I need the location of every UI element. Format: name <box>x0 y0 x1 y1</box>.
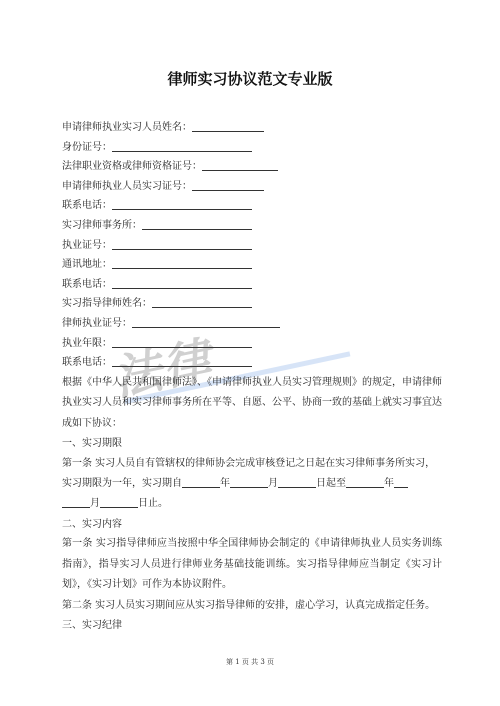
field-blank[interactable] <box>112 335 252 348</box>
field-blank[interactable] <box>192 119 264 132</box>
blank-day-start[interactable] <box>278 476 316 488</box>
label-month-end: 月 <box>90 498 100 510</box>
label-year: 年 <box>220 477 230 489</box>
section1-article-text: 第一条 实习人员自有管辖权的律师协会完成审核登记之日起在实习律师事务所实习， <box>62 457 436 469</box>
field-label: 联系电话： <box>62 357 112 369</box>
field-label: 实习律师事务所： <box>62 219 142 231</box>
field-label: 法律职业资格或律师资格证号： <box>62 161 202 173</box>
field-blank[interactable] <box>202 158 278 171</box>
label-day-from: 日起至 <box>316 477 346 489</box>
field-row <box>62 334 442 354</box>
field-label: 执业证号： <box>62 239 112 251</box>
field-blank[interactable] <box>132 315 280 328</box>
document-title: 律师实习协议范文专业版 <box>167 70 333 88</box>
field-blank[interactable] <box>142 217 252 230</box>
field-label: 申请律师执业人员实习证号： <box>62 180 192 192</box>
info-fields <box>62 118 442 373</box>
label-end: 日止。 <box>138 498 168 510</box>
field-row <box>62 255 442 275</box>
field-row <box>62 314 442 334</box>
field-row <box>62 275 442 295</box>
section1-heading: 一、实习期限 <box>62 437 122 449</box>
field-label: 执业年限： <box>62 337 112 349</box>
field-row <box>62 118 442 138</box>
blank-day-end[interactable] <box>100 496 138 508</box>
section1-article <box>62 454 442 515</box>
field-label: 身份证号： <box>62 141 112 153</box>
field-row <box>62 216 442 236</box>
intro-paragraph: 根据《中华人民共和国律师法》、《申请律师执业人员实习管理规则》的规定，申请律师执业实习人员和实习律师事务所在平等、自愿、公平、协商一致的基础上就实习事宜达成如下协议： <box>62 376 442 429</box>
blank-year-end-tail[interactable] <box>394 476 408 488</box>
section2-article2: 第二条 实习人员实习期间应从实习指导律师的安排，虚心学习，认真完成指定任务。 <box>62 599 436 611</box>
field-row <box>62 353 442 373</box>
field-label: 通讯地址： <box>62 259 112 271</box>
field-blank[interactable] <box>112 139 252 152</box>
section2-heading: 二、实习内容 <box>62 518 122 530</box>
blank-month-end[interactable] <box>62 496 90 508</box>
field-label: 律师执业证号： <box>62 317 132 329</box>
label-month: 月 <box>268 477 278 489</box>
document-body <box>62 118 442 636</box>
page-footer: 第 1 页 共 3 页 <box>225 658 275 666</box>
section2-article1: 第一条 实习指导律师应当按照中华全国律师协会制定的《申请律师执业人员实务训练指南》，指导实习人员进行律师业务基础技能训练。实习指导律师应当制定《实习计划》，《实习计划》可作为本协议附件。 <box>62 538 442 591</box>
label-year-end: 年 <box>384 477 394 489</box>
field-row <box>62 236 442 256</box>
field-blank[interactable] <box>152 295 252 308</box>
field-blank[interactable] <box>112 354 252 367</box>
field-blank[interactable] <box>112 197 252 210</box>
blank-year-start[interactable] <box>182 476 220 488</box>
blank-year-end[interactable] <box>346 476 384 488</box>
field-blank[interactable] <box>112 237 252 250</box>
field-blank[interactable] <box>112 256 252 269</box>
field-blank[interactable] <box>112 276 252 289</box>
blank-month-start[interactable] <box>230 476 268 488</box>
field-row <box>62 138 442 158</box>
field-row <box>62 157 442 177</box>
field-label: 实习指导律师姓名： <box>62 298 152 310</box>
field-blank[interactable] <box>192 178 264 191</box>
field-label: 联系电话： <box>62 278 112 290</box>
field-row <box>62 196 442 216</box>
field-label: 申请律师执业实习人员姓名： <box>62 122 192 133</box>
period-prefix: 实习期限为一年，实习期自 <box>62 477 182 489</box>
field-label: 联系电话： <box>62 200 112 212</box>
watermark-text: 法律 <box>108 331 218 408</box>
field-row <box>62 177 442 197</box>
section3-heading: 三、实习纪律 <box>62 619 122 631</box>
field-row <box>62 294 442 314</box>
